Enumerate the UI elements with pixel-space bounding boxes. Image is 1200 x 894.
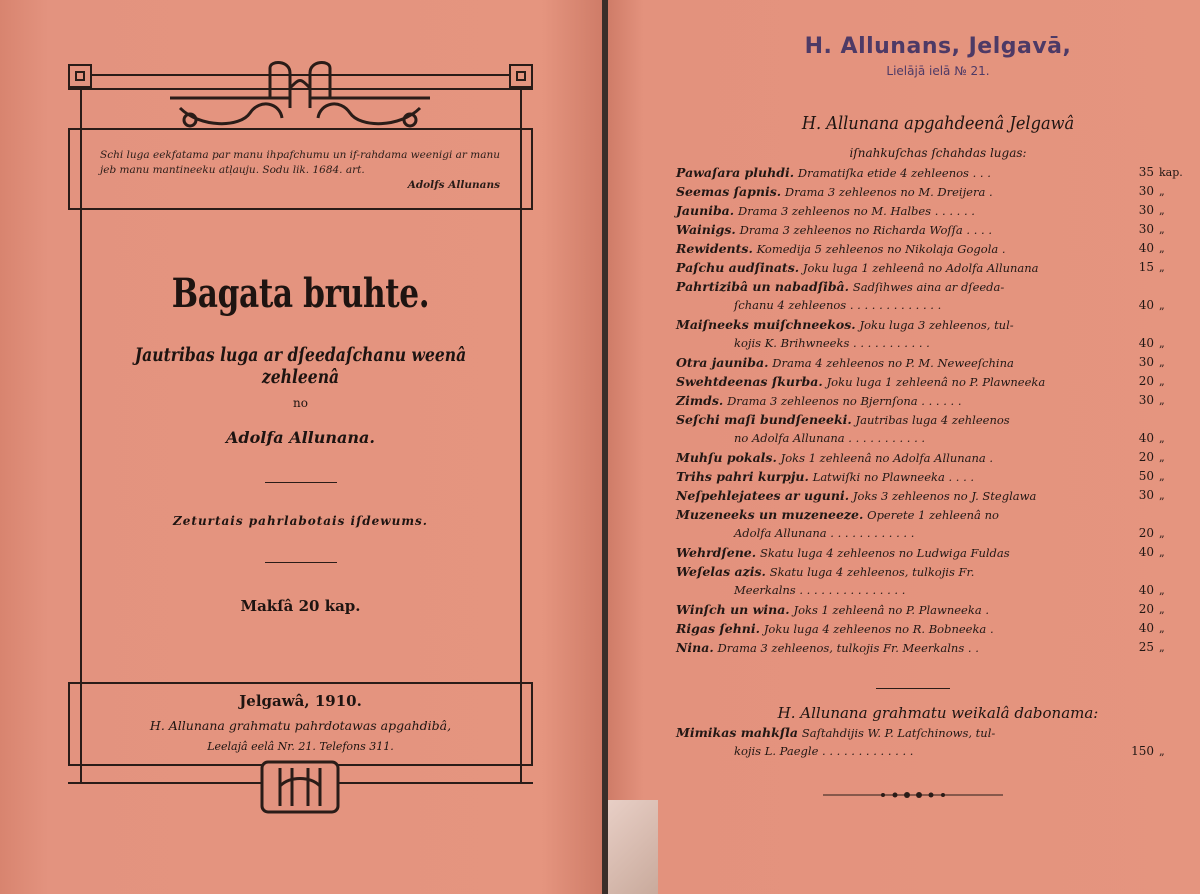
book-entry-price: 30: [1138, 222, 1154, 236]
book-entry-price: 30: [1138, 203, 1154, 217]
book-entry: [676, 372, 1165, 391]
book-entry-price: 20: [1138, 374, 1154, 388]
book-entry-price: 35: [1138, 165, 1154, 179]
book-entry-title: Seemas ſapnis.: [676, 184, 782, 199]
book-entry-price: 30: [1138, 184, 1154, 198]
book-entry-price: 40: [1138, 583, 1154, 597]
book-entry-unit: „: [1159, 489, 1165, 502]
book-entry-title: Pawaſara pluhdi.: [676, 165, 795, 180]
book-entry-price: 50: [1138, 469, 1154, 483]
book-entry-unit: „: [1159, 337, 1165, 350]
art-nouveau-ornament-bottom: [250, 756, 350, 820]
book-entry-unit: „: [1159, 432, 1165, 445]
book-entry: [676, 410, 1154, 429]
by-word: no: [293, 396, 308, 410]
book-entry-title: Jauniba.: [676, 203, 735, 218]
book-entry-price: 40: [1138, 336, 1154, 350]
book-entry-title: Mimikas mahkſla: [676, 725, 799, 740]
book-entry: [676, 163, 1183, 182]
book-title: Bagata bruhte.: [171, 270, 430, 317]
book-entry-description: Joku luga 4 zehleenos no R. Bobneeka .: [763, 622, 994, 636]
book-entry-price: 20: [1138, 450, 1154, 464]
book-entry-title: Swehtdeenas ſkurba.: [676, 374, 823, 389]
book-entry-description: Saſtahdijis W. P. Latſchinows, tul-: [801, 726, 996, 740]
book-entry-price: 40: [1138, 545, 1154, 559]
edition-text: Zeturtais pahrlabotais iſdewums.: [173, 514, 428, 528]
book-entry-price: 40: [1138, 431, 1154, 445]
book-entry-title: Otra jauniba.: [676, 355, 769, 370]
book-entry-unit: „: [1159, 603, 1165, 616]
book-entry-title: Rigas ſehni.: [676, 621, 760, 636]
book-entry-unit: „: [1159, 622, 1165, 635]
book-entry-price: 40: [1138, 298, 1154, 312]
book-entry-title: Weſelas azis.: [676, 564, 766, 579]
corner-ornament: [509, 64, 533, 88]
book-entry: [676, 723, 1154, 742]
book-entry-unit: kap.: [1159, 166, 1183, 179]
notice-signature: Adolfs Allunans: [407, 179, 500, 191]
book-entry-unit: „: [1159, 470, 1165, 483]
imprint-publisher: H. Allunana grahmatu pahrdotawas apgahdibâ,: [149, 718, 452, 733]
book-entry-title: Neſpehlejatees ar uguni.: [676, 488, 850, 503]
book-entry-description: Skatu luga 4 zehleenos no Ludwiga Fuldas: [759, 546, 1010, 560]
book-entry-unit: „: [1159, 261, 1165, 274]
book-entry: [676, 619, 1165, 638]
book-entry-description-cont: Meerkalns . . . . . . . . . . . . . . .: [734, 583, 906, 597]
book-entry: [676, 638, 1165, 657]
book-entry-continuation: [676, 581, 1165, 600]
book-entry-description: Joku luga 1 zehleenâ no P. Plawneeka: [826, 375, 1046, 389]
book-entry: [676, 562, 1154, 581]
book-entry-unit: „: [1159, 356, 1165, 369]
book-entry-price: 40: [1138, 621, 1154, 635]
divider-rule: [265, 482, 337, 483]
book-entry-unit: „: [1159, 204, 1165, 217]
book-entry-title: Pahrtizibâ un nabadſibâ.: [676, 279, 850, 294]
book-entry-continuation: [676, 429, 1165, 448]
book-entry-unit: „: [1159, 223, 1165, 236]
book-entry-price: 30: [1138, 488, 1154, 502]
book-entry-continuation: [676, 296, 1165, 315]
book-entry-description: Joku luga 1 zehleenâ no Adolfa Allunana: [802, 261, 1039, 275]
ornamental-rule: [823, 788, 1003, 802]
book-entry-description: Sadſihwes aina ar dſeeda-: [852, 280, 1005, 294]
book-entry: [676, 600, 1165, 619]
book-entry-title: Zimds.: [676, 393, 724, 408]
divider-rule: [265, 562, 337, 563]
book-entry-description: Joks 3 zehleenos no J. Steglawa: [852, 489, 1037, 503]
shop-heading: H. Allunana grahmatu weikalâ dabonama:: [777, 704, 1099, 722]
copyright-notice: [100, 148, 500, 194]
book-entry-price: 30: [1138, 393, 1154, 407]
book-entry-description: Drama 3 zehleenos no Bjernſona . . . . . .: [727, 394, 962, 408]
book-entry-title: Winſch un wina.: [676, 602, 790, 617]
book-entry-price: 25: [1138, 640, 1154, 654]
book-entry-title: Wainigs.: [676, 222, 736, 237]
book-entry-unit: „: [1159, 185, 1165, 198]
right-page: [608, 0, 1200, 894]
book-entry-description: Drama 3 zehleenos no M. Dreijera .: [784, 185, 993, 199]
book-entry-description-cont: Adolfa Allunana . . . . . . . . . . . .: [734, 526, 915, 540]
book-entry-description: Operete 1 zehleenâ no: [867, 508, 999, 522]
book-entry-description: Komedija 5 zehleenos no Nikolaja Gogola .: [756, 242, 1006, 256]
book-entry-title: Maiſneeks muiſchneekos.: [676, 317, 856, 332]
book-entry-price: 30: [1138, 355, 1154, 369]
book-entry: [676, 201, 1165, 220]
book-entry-unit: „: [1159, 451, 1165, 464]
book-entry-description-cont: no Adolfa Allunana . . . . . . . . . . .: [734, 431, 926, 445]
book-entry: [676, 258, 1165, 277]
page-corner-fold: [608, 800, 658, 894]
book-entry-description: Drama 3 zehleenos, tulkojis Fr. Meerkalns . .: [717, 641, 979, 655]
corner-ornament: [68, 64, 92, 88]
author-name: Adolfa Allunana.: [226, 428, 375, 447]
book-entry-description: Dramatiſka etide 4 zehleenos . . .: [797, 166, 991, 180]
book-entry-title: Trihs pahri kurpju.: [676, 469, 809, 484]
book-entry-unit: „: [1159, 394, 1165, 407]
book-entry-description: Joks 1 zehleenâ no P. Plawneeka .: [793, 603, 989, 617]
book-entry-unit: „: [1159, 745, 1165, 758]
book-entry: [676, 391, 1165, 410]
book-entry: [676, 448, 1165, 467]
book-list: [676, 163, 1183, 657]
book-entry-continuation: [676, 334, 1165, 353]
book-entry-unit: „: [1159, 584, 1165, 597]
book-entry-description-cont: kojis K. Brihwneeks . . . . . . . . . . .: [734, 336, 930, 350]
book-entry: [676, 277, 1154, 296]
book-entry-price: 20: [1138, 526, 1154, 540]
book-entry-unit: „: [1159, 641, 1165, 654]
book-entry-continuation: [676, 524, 1165, 543]
book-entry-description: Latwiſki no Plawneeka . . . .: [812, 470, 975, 484]
imprint-city-year: Jelgawâ, 1910.: [239, 692, 362, 710]
book-entry-title: Rewidents.: [676, 241, 753, 256]
book-entry: [676, 505, 1154, 524]
book-entry-unit: „: [1159, 375, 1165, 388]
book-entry-description: Drama 3 zehleenos no Richarda Woſſa . . . .: [739, 223, 992, 237]
publisher-stamp-name: H. Allunans, Jelgavā,: [804, 34, 1072, 59]
book-entry: [676, 543, 1165, 562]
book-entry: [676, 182, 1165, 201]
book-entry-price: 40: [1138, 241, 1154, 255]
book-entry-description: Jautribas luga 4 zehleenos: [855, 413, 1010, 427]
publisher-stamp-address: Lielājā ielā № 21.: [886, 64, 990, 78]
book-entry-unit: „: [1159, 242, 1165, 255]
book-entry-price: 20: [1138, 602, 1154, 616]
catalog-heading: H. Allunana apgahdeenâ Jelgawâ: [801, 113, 1075, 134]
book-entry-description: Skatu luga 4 zehleenos, tulkojis Fr.: [769, 565, 975, 579]
divider-rule: [876, 688, 950, 689]
book-entry: [676, 220, 1165, 239]
book-entry-title: Muhſu pokals.: [676, 450, 777, 465]
imprint-address: Leelajâ eelâ Nr. 21. Telefons 311.: [207, 740, 394, 753]
catalog-subheading: iſnahkuſchas ſchahdas lugas:: [849, 146, 1027, 160]
book-entry: [676, 315, 1154, 334]
art-nouveau-ornament-top: [160, 58, 440, 138]
book-entry: [676, 467, 1165, 486]
book-entry-continuation: [676, 742, 1165, 761]
price-text: Makſâ 20 kap.: [240, 597, 361, 615]
book-entry-description: Drama 4 zehleenos no P. M. Neweeſchina: [772, 356, 1014, 370]
book-entry-price: 15: [1138, 260, 1154, 274]
book-entry-description-cont: kojis L. Paegle . . . . . . . . . . . . .: [734, 744, 914, 758]
book-entry-unit: „: [1159, 546, 1165, 559]
book-entry-description-cont: ſchanu 4 zehleenos . . . . . . . . . . . . .: [734, 298, 942, 312]
book-entry-title: Nina.: [676, 640, 714, 655]
book-entry: [676, 486, 1165, 505]
book-entry-price: 150: [1131, 744, 1154, 758]
shop-list: [676, 723, 1165, 761]
book-entry-description: Drama 3 zehleenos no M. Halbes . . . . . .: [737, 204, 975, 218]
book-entry: [676, 239, 1165, 258]
book-entry-description: Joks 1 zehleenâ no Adolfa Allunana .: [780, 451, 994, 465]
book-subtitle: Jautribas luga ar dſeedaſchanu weenâ zehleenâ: [134, 344, 467, 388]
book-entry-title: Muzeneeks un muzeneeze.: [676, 507, 864, 522]
book-entry: [676, 353, 1165, 372]
book-entry-title: Seſchi maſi bundſeneeki.: [676, 412, 852, 427]
notice-text: Schi luga eekfatama par manu ihpafchumu un if-rahdama weenigi ar manu jeb manu mantineeku atļauju. Sodu lik. 1684. art.: [100, 149, 500, 176]
book-entry-unit: „: [1159, 527, 1165, 540]
book-entry-description: Joku luga 3 zehleenos, tul-: [859, 318, 1014, 332]
book-entry-title: Wehrdſene.: [676, 545, 757, 560]
book-entry-unit: „: [1159, 299, 1165, 312]
book-entry-title: Paſchu audſinats.: [676, 260, 800, 275]
